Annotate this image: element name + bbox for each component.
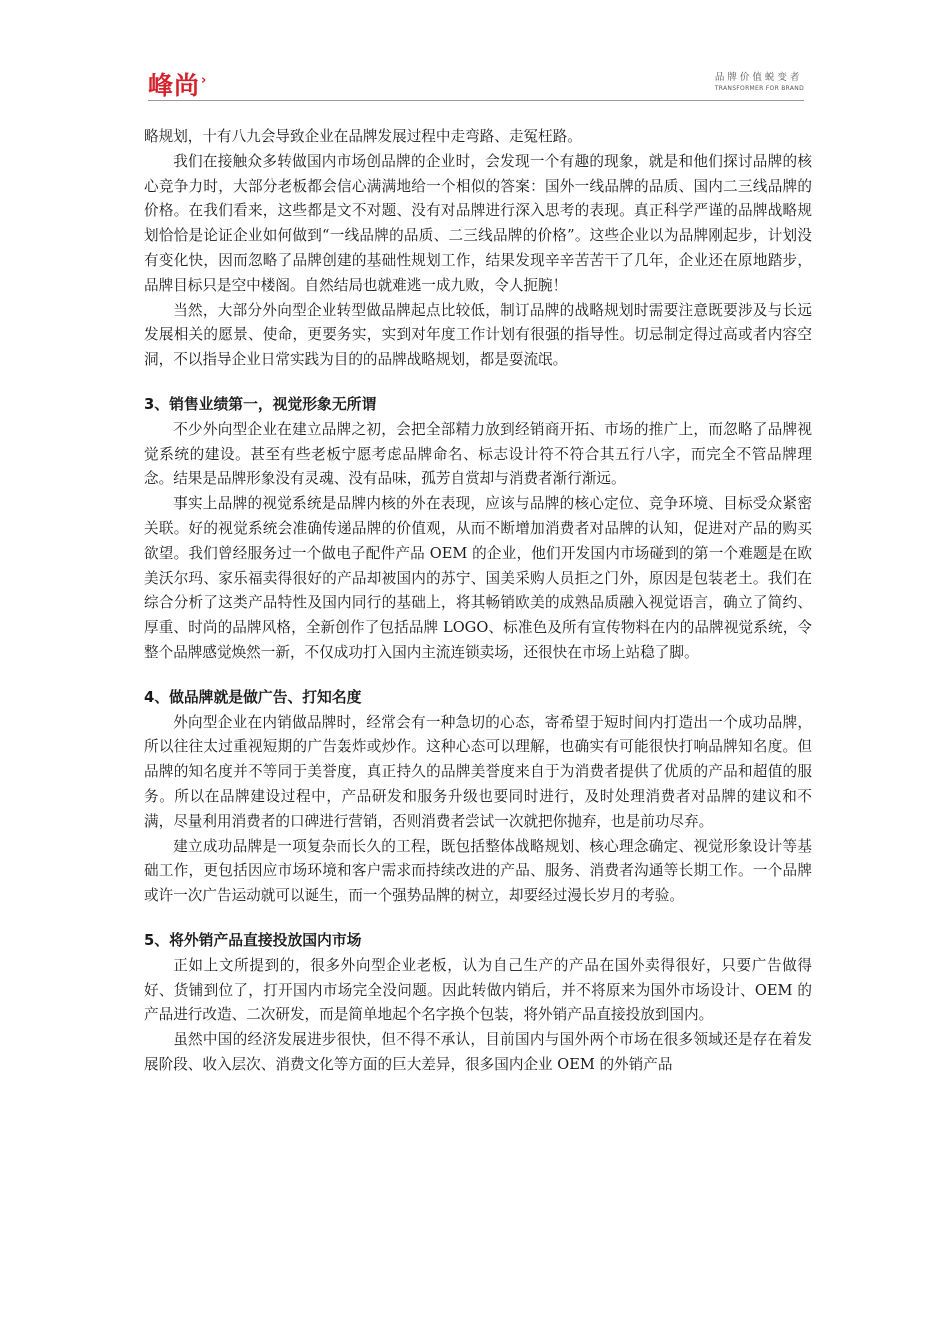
paragraph: 虽然中国的经济发展进步很快，但不得不承认，目前国内与国外两个市场在很多领域还是存在着发展阶段、收入层次、消费文化等方面的巨大差异，很多国内企业 OEM 的外销产品	[144, 1031, 812, 1073]
brand-logo-text: 峰尚	[148, 71, 201, 100]
logo-chevron-icon: ›	[201, 73, 208, 88]
paragraph: 正如上文所提到的，很多外向型企业老板，认为自己生产的产品在国外卖得很好，只要广告做得好、货铺到位了，打开国内市场完全没问题。因此转做内销后，并不将原来为国外市场设计、OEM 的产品进行改造、二次研发，而是简单地起个名字换个包装，将外销产品直接投放到国内。	[144, 956, 812, 1024]
paragraph: 当然，大部分外向型企业转型做品牌起点比较低，制订品牌的战略规划时需要注意既要涉及与长远发展相关的愿景、使命，更要务实，实到对年度工作计划有很强的指导性。切忌制定得过高或者内容空洞，不以指导企业日常实践为目的的品牌战略规划，都是耍流氓。	[144, 301, 812, 369]
document-body	[144, 125, 812, 1078]
brand-tagline	[715, 69, 804, 92]
paragraph: 我们在接触众多转做国内市场创品牌的企业时，会发现一个有趣的现象，就是和他们探讨品牌的核心竞争力时，大部分老板都会信心满满地给一个相似的答案：国外一线品牌的品质、国内二三线品牌的价格。在我们看来，这些都是文不对题、没有对品牌进行深入思考的表现。真正科学严谨的品牌战略规划恰恰是论证企业如何做到“一线品牌的品质、二三线品牌的价格”。这些企业以为品牌刚起步，计划没有变化快，因而忽略了品牌创建的基础性规划工作，结果发现辛辛苦苦干了几年，企业还在原地踏步，品牌目标只是空中楼阁。自然结局也就难逃一成九败，令人扼腕！	[144, 152, 812, 294]
tagline-chinese: 品牌价值蜕变者	[714, 72, 803, 83]
brand-logo	[148, 66, 206, 102]
section-heading-4: 4、做品牌就是做广告、打知名度	[144, 688, 362, 706]
page-header	[148, 64, 804, 104]
tagline-english: TRANSFORMER FOR BRAND	[714, 85, 804, 92]
paragraph: 建立成功品牌是一项复杂而长久的工程，既包括整体战略规划、核心理念确定、视觉形象设计等基础工作，更包括因应市场环境和客户需求而持续改进的产品、服务、消费者沟通等长期工作。一个品牌或许一次广告运动就可以诞生，而一个强势品牌的树立，却要经过漫长岁月的考验。	[144, 837, 812, 905]
paragraph: 事实上品牌的视觉系统是品牌内核的外在表现，应该与品牌的核心定位、竞争环境、目标受众紧密关联。好的视觉系统会准确传递品牌的价值观，从而不断增加消费者对品牌的认知，促进对产品的购买欲望。我们曾经服务过一个做电子配件产品 OEM 的企业，他们开发国内市场碰到的第一个难题是在欧美沃尔玛、家乐福卖得很好的产品却被国内的苏宁、国美采购人员拒之门外，原因是包装老土。我们在综合分析了这类产品特性及国内同行的基础上，将其畅销欧美的成熟品质融入视觉语言，确立了简约、厚重、时尚的品牌风格，全新创作了包括品牌 LOGO、标准色及所有宣传物料在内的品牌视觉系统，令整个品牌感觉焕然一新，不仅成功打入国内主流连锁卖场，还很快在市场上站稳了脚。	[144, 495, 812, 661]
header-divider	[148, 100, 804, 101]
paragraph: 略规划，十有八九会导致企业在品牌发展过程中走弯路、走冤枉路。	[144, 128, 582, 145]
paragraph: 不少外向型企业在建立品牌之初，会把全部精力放到经销商开拓、市场的推广上，而忽略了品牌视觉系统的建设。甚至有些老板宁愿考虑品牌命名、标志设计符不符合其五行八字，而完全不管品牌理念。结果是品牌形象没有灵魂、没有品味，孤芳自赏却与消费者渐行渐远。	[144, 420, 812, 488]
section-heading-5: 5、将外销产品直接投放国内市场	[144, 931, 362, 949]
paragraph: 外向型企业在内销做品牌时，经常会有一种急切的心态，寄希望于短时间内打造出一个成功品牌，所以往往太过重视短期的广告轰炸或炒作。这种心态可以理解，也确实有可能很快打响品牌知名度。但品牌的知名度并不等同于美誉度，真正持久的品牌美誉度来自于为消费者提供了优质的产品和超值的服务。所以在品牌建设过程中，产品研发和服务升级也要同时进行，及时处理消费者对品牌的建议和不满，尽量利用消费者的口碑进行营销，否则消费者尝试一次就把你抛弃，也是前功尽弃。	[144, 713, 812, 830]
section-heading-3: 3、销售业绩第一，视觉形象无所谓	[144, 395, 377, 413]
